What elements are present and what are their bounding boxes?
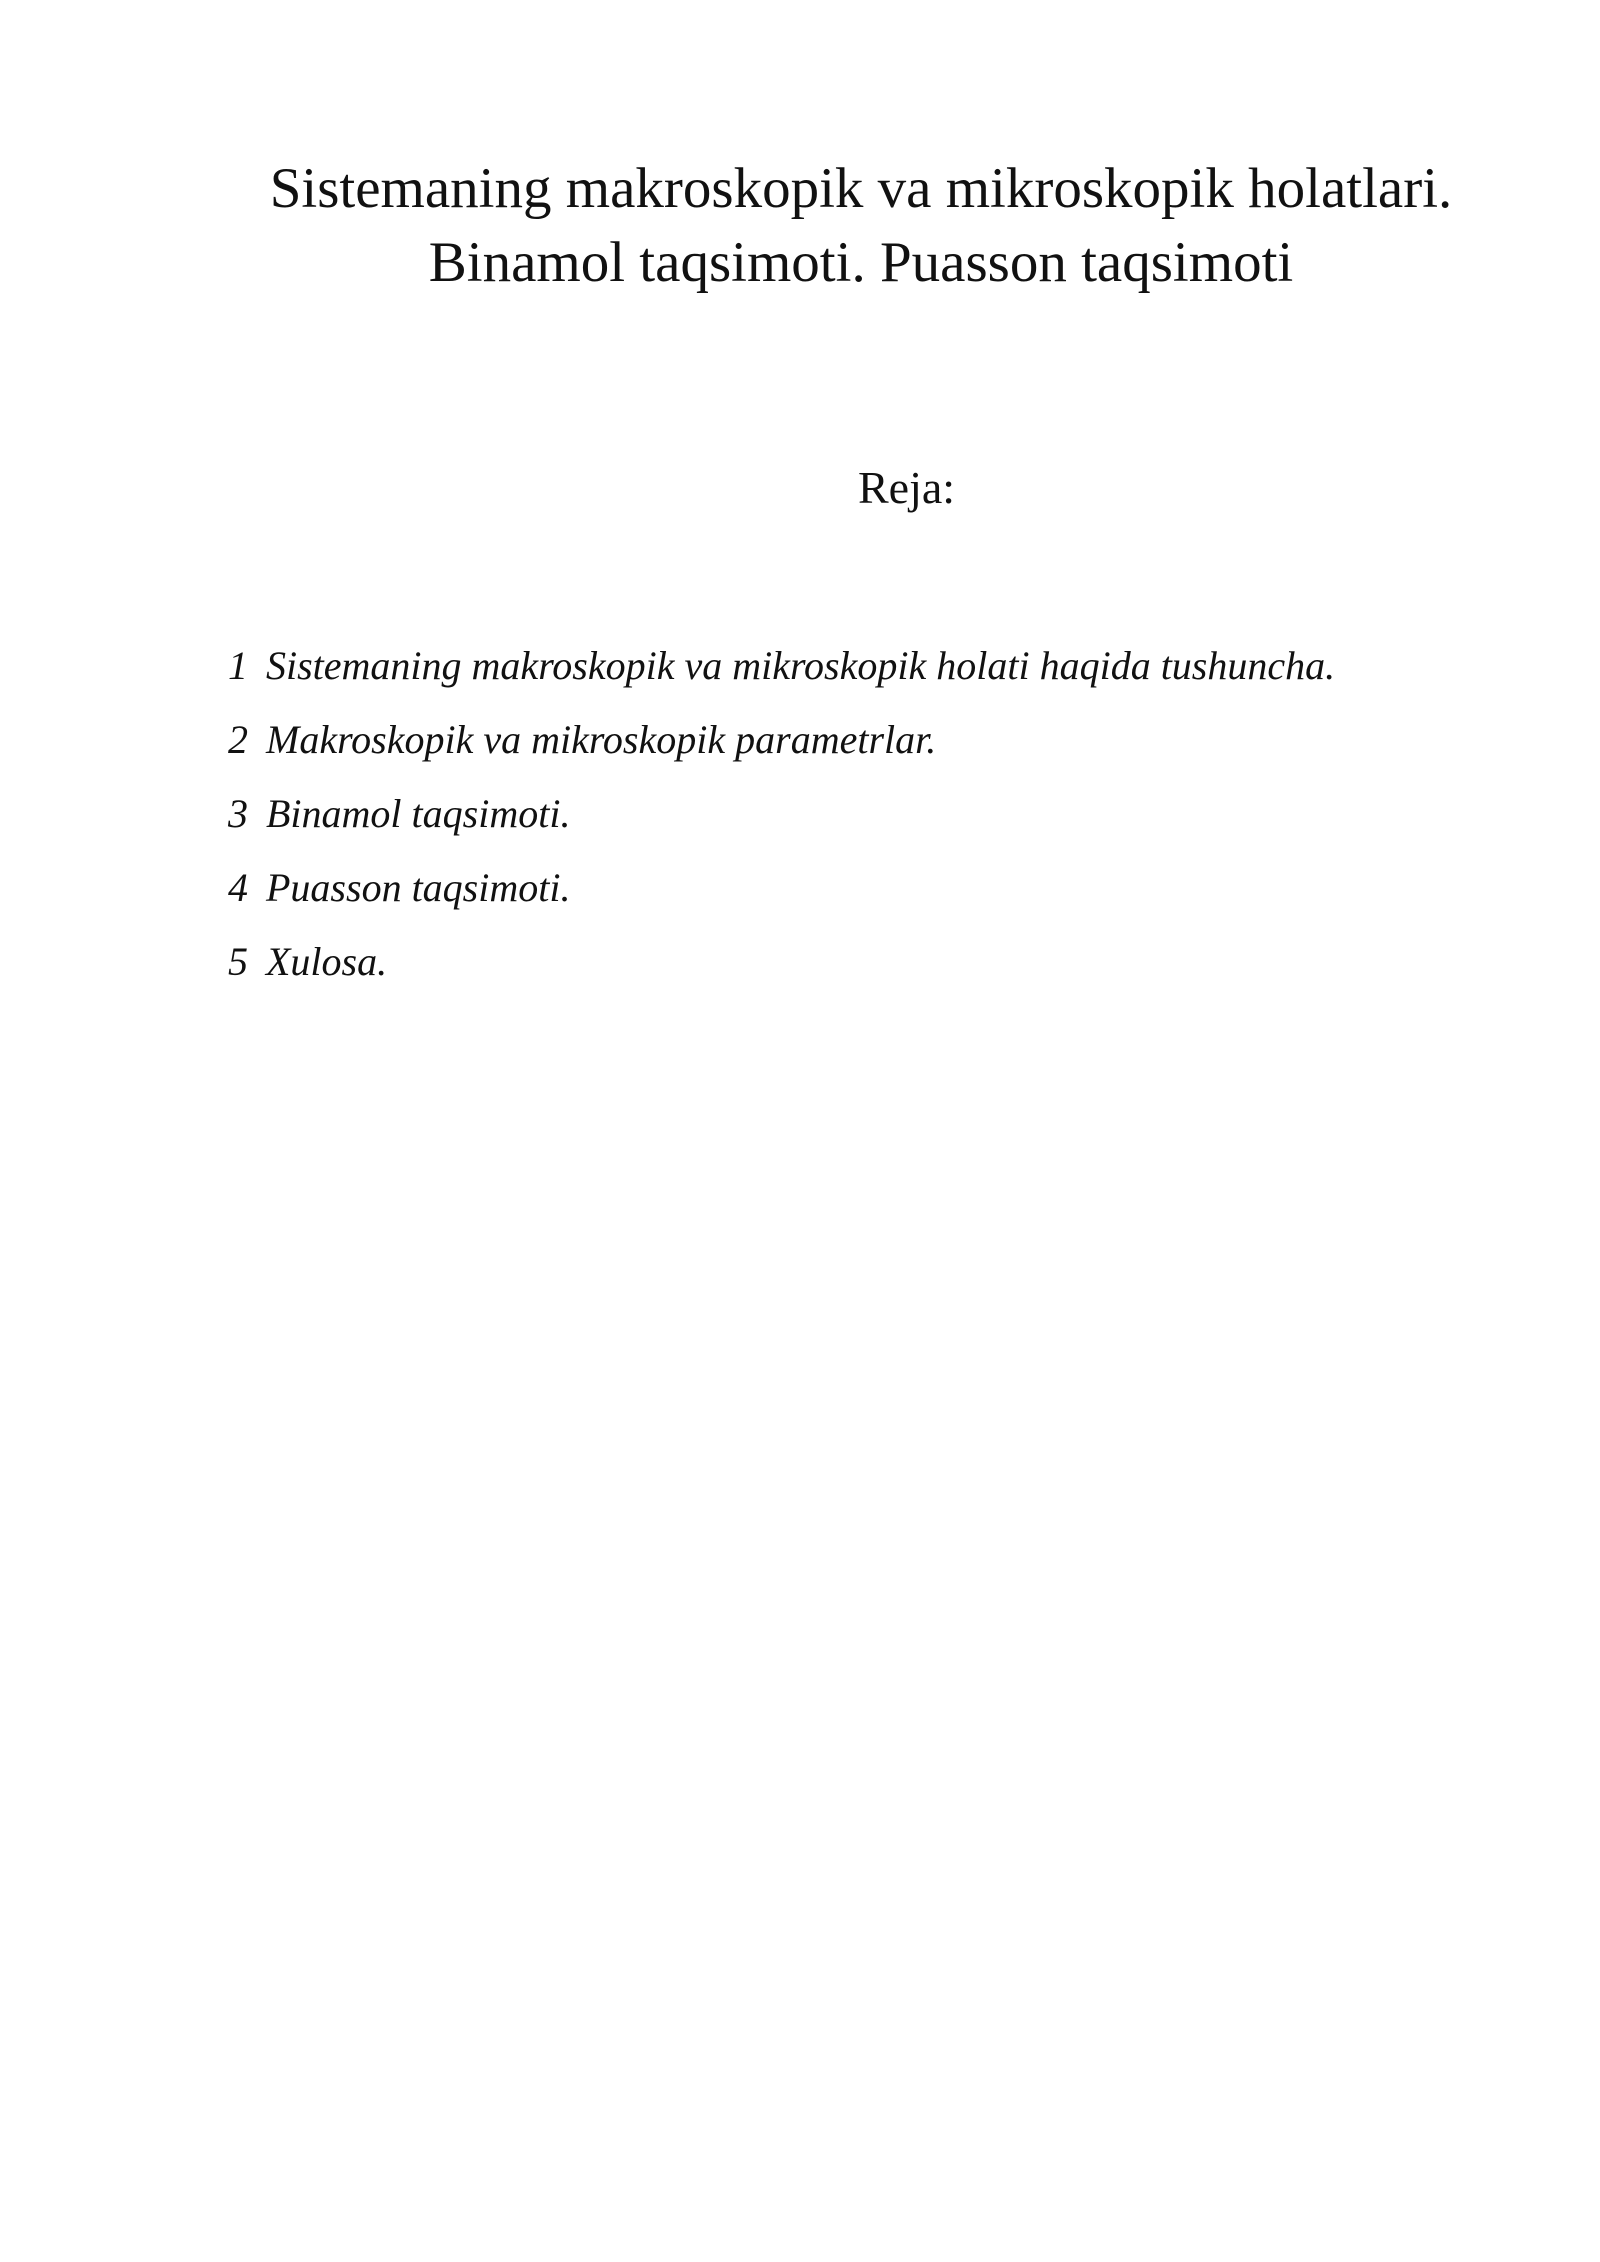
document-title [200,152,1522,300]
plan-item-text: Sistemaning makroskopik va mikroskopik holati haqida tushuncha. [266,643,1336,688]
plan-item [228,712,1335,786]
plan-item-number: 2 [228,717,248,762]
plan-item-text: Puasson taqsimoti. [266,865,571,910]
plan-item [228,934,1335,1008]
plan-item-text: Binamol taqsimoti. [266,791,571,836]
plan-item-number: 4 [228,865,248,910]
plan-item-number: 5 [228,939,248,984]
plan-item [228,638,1335,712]
plan-item [228,786,1335,860]
plan-item-number: 3 [228,791,248,836]
plan-item [228,860,1335,934]
plan-item-text: Makroskopik va mikroskopik parametrlar. [266,717,937,762]
title-line-2: Binamol taqsimoti. Puasson taqsimoti [428,231,1294,294]
plan-heading: Reja: [858,462,956,513]
plan-item-text: Xulosa. [266,939,388,984]
plan-list [228,638,1335,1008]
plan-item-number: 1 [228,643,248,688]
title-line-1: Sistemaning makroskopik va mikroskopik holatlari. [269,157,1453,220]
